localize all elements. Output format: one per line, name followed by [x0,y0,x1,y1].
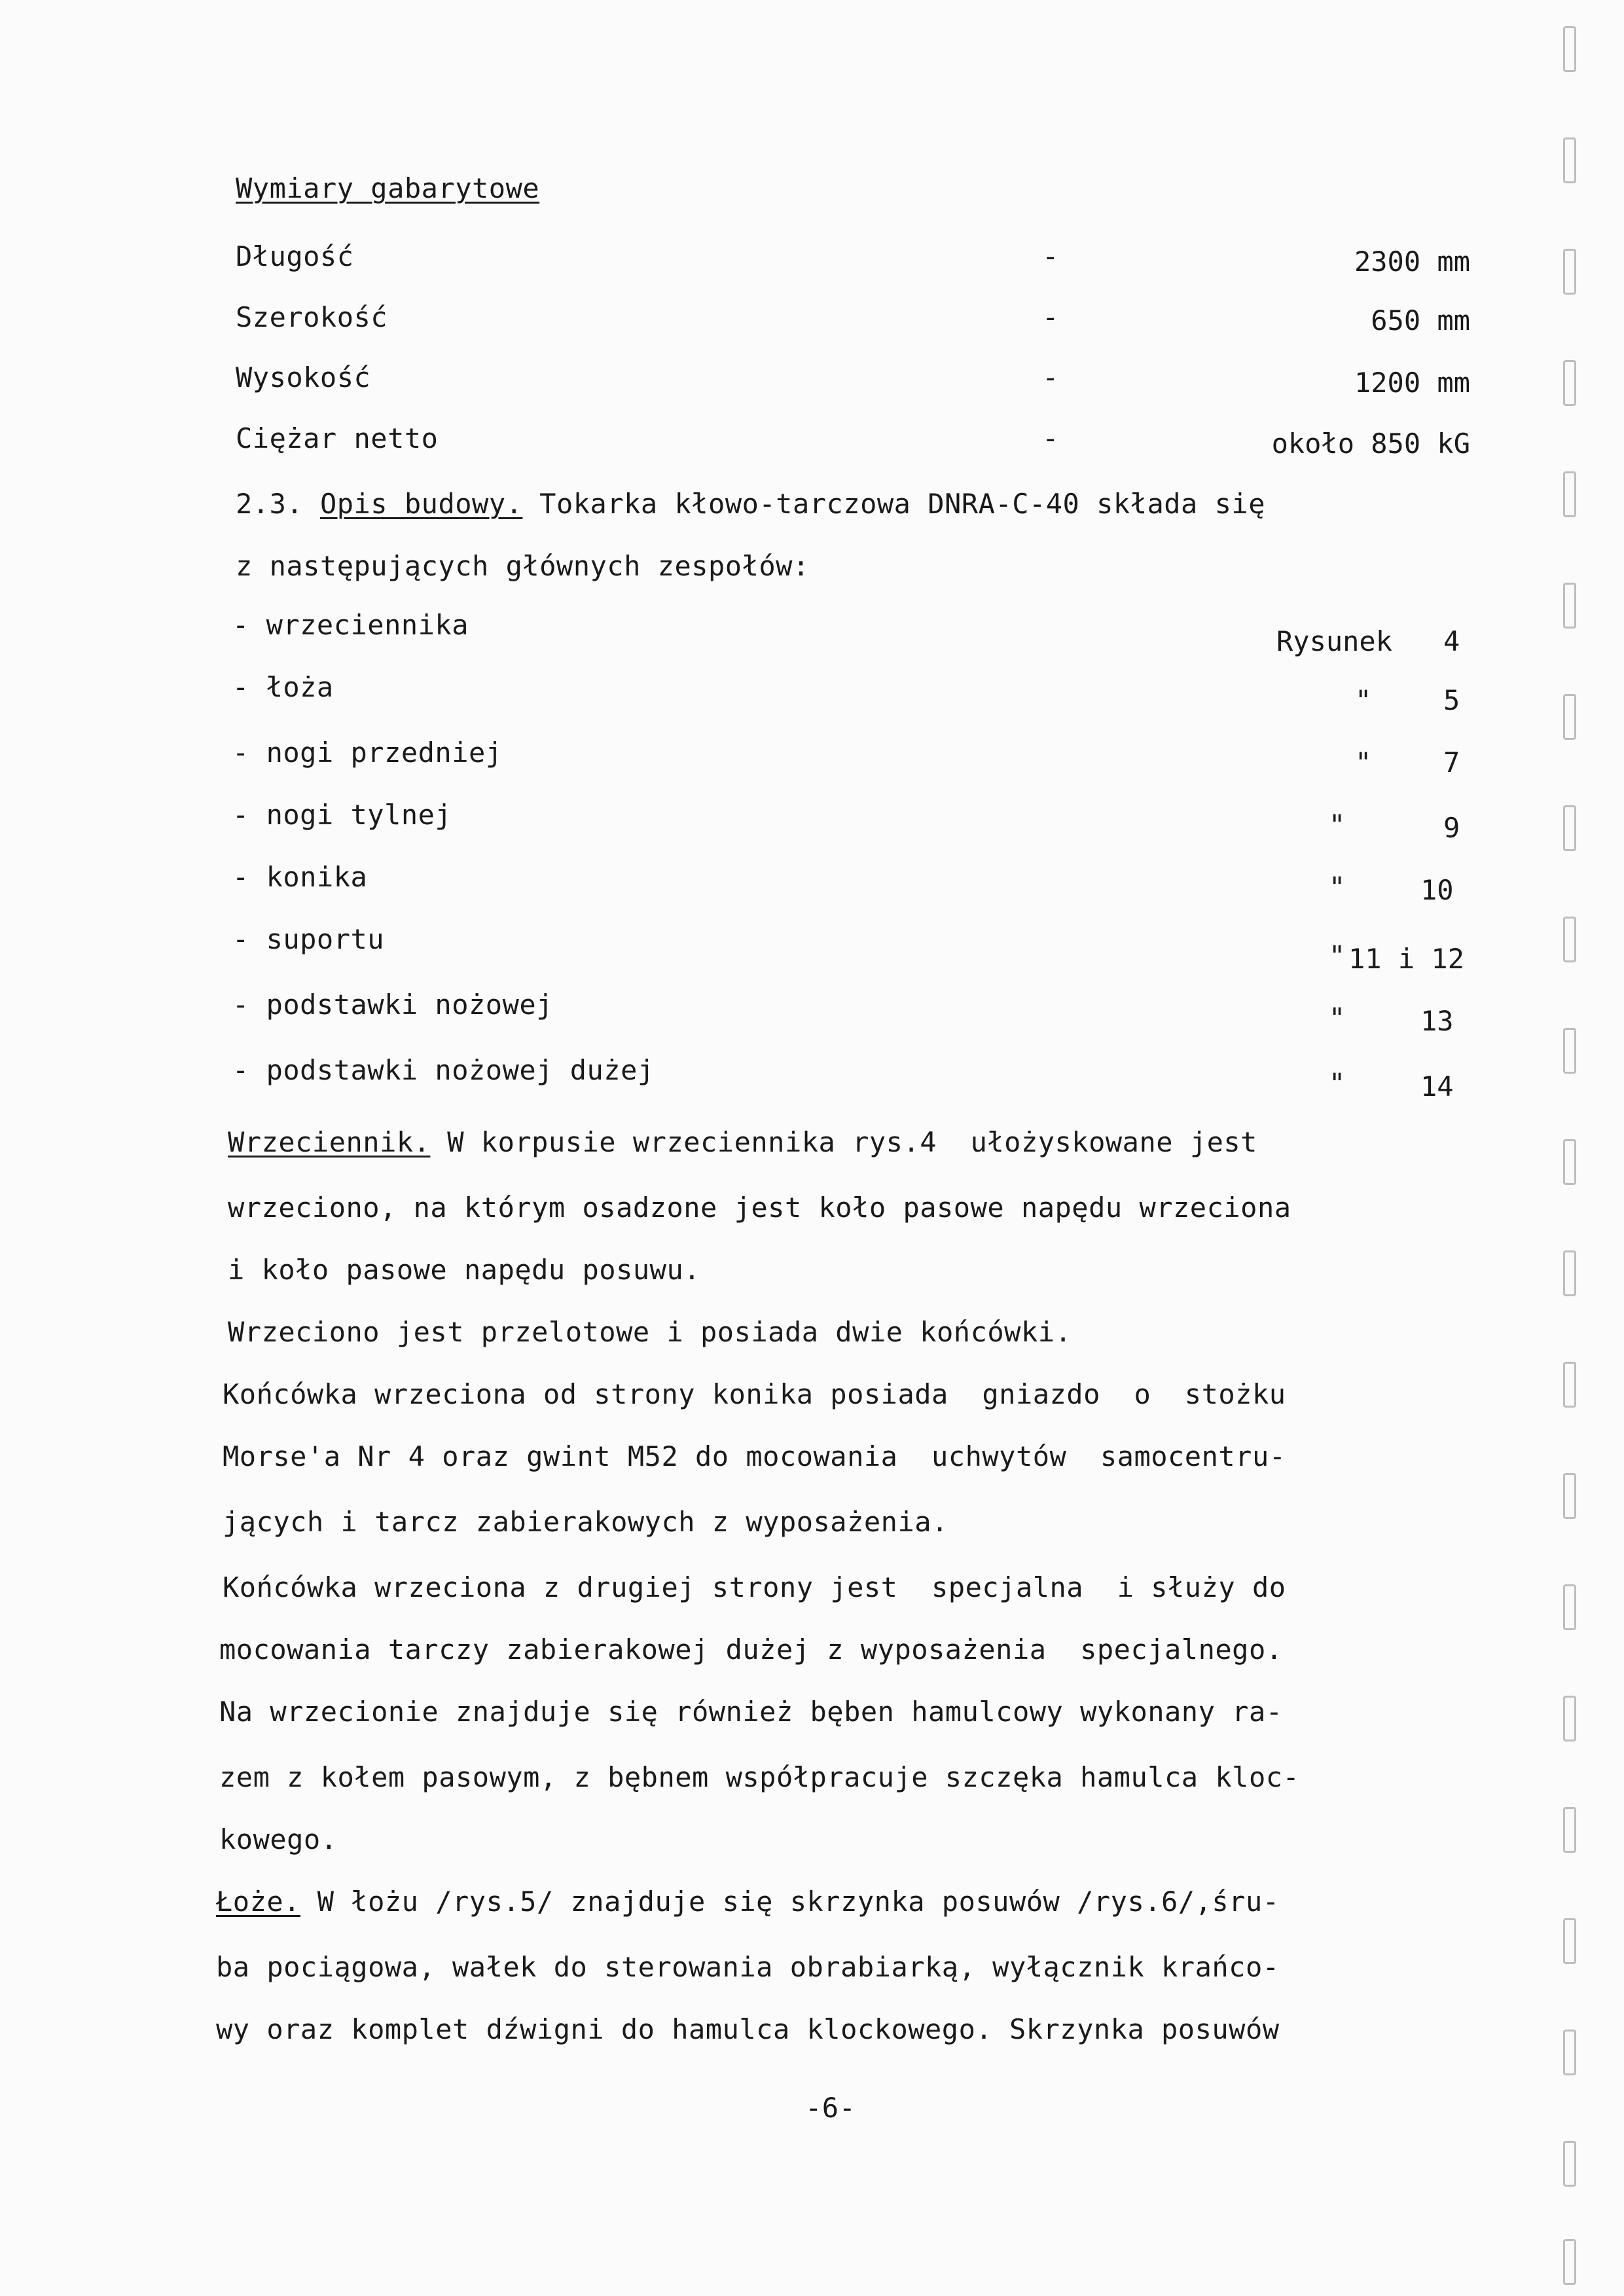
part-ref: " [1329,871,1346,903]
part-name: - nogi przedniej [232,737,503,769]
dimension-label: Wysokość [236,361,371,393]
part-ref: " [1355,746,1372,778]
part-name: - podstawki nożowej [232,989,553,1021]
binder-hole [1563,1250,1576,1296]
dimension-value: 2300 mm [1354,246,1470,278]
part-ref: " [1329,809,1346,841]
binder-hole [1563,360,1576,406]
part-number: 5 [1443,684,1460,716]
binder-hole [1563,1362,1576,1408]
paragraph-line: wy oraz komplet dźwigni do hamulca klockowego. Skrzynka posuwów [216,2013,1280,2045]
binder-hole [1563,2239,1576,2285]
dimension-label: Długość [236,240,354,272]
part-ref: " [1329,1067,1346,1099]
paragraph-line: Na wrzecionie znajduje się również bęben hamulcowy wykonany ra- [219,1696,1283,1728]
paragraph-title: Łoże. [216,1886,300,1918]
dimension-value: 650 mm [1371,304,1470,337]
dimension-value: 1200 mm [1354,367,1470,399]
section-title: Opis budowy. [319,488,523,520]
paragraph-line: Końcówka wrzeciona od strony konika posiada gniazdo o stożku [223,1378,1286,1410]
paragraph-title: Wrzeciennik. [228,1126,431,1158]
part-number: 7 [1443,746,1460,778]
dimension-label: Ciężar netto [236,422,439,454]
paragraph-line: ba pociągowa, wałek do sterowania obrabiarką, wyłącznik krańco- [216,1951,1280,1983]
binder-hole [1563,805,1576,851]
part-name: - wrzeciennika [232,609,469,641]
binder-hole [1563,1696,1576,1741]
part-number: 11 i 12 [1348,943,1465,975]
binder-hole [1563,26,1576,72]
paragraph-text: W korpusie wrzeciennika rys.4 ułożyskowane jest [430,1126,1257,1158]
dimension-separator: - [1042,240,1059,272]
section-heading: Wymiary gabarytowe [236,172,540,204]
dimension-value: około 850 kG [1271,428,1470,460]
part-number: 4 [1443,625,1460,657]
paragraph-line: wrzeciono, na którym osadzone jest koło pasowe napędu wrzeciona [228,1192,1291,1224]
binder-hole [1563,1473,1576,1519]
paragraph-line: i koło pasowe napędu posuwu. [228,1254,701,1286]
part-ref: " [1329,939,1346,972]
page-number: -6- [805,2092,856,2124]
paragraph-line [228,1123,1257,1162]
part-ref: " [1355,684,1372,716]
binder-hole [1563,249,1576,295]
binder-hole [1563,1807,1576,1853]
part-name: - konika [232,861,368,893]
section-intro-line: z następujących głównych zespołów: [236,550,810,582]
part-ref: " [1329,1002,1346,1034]
dimension-separator: - [1042,301,1059,333]
part-name: - nogi tylnej [232,799,452,831]
section-number: 2.3. [236,488,304,520]
paragraph-line: zem z kołem pasowym, z bębnem współpracuje szczęka hamulca kloc- [219,1761,1300,1793]
paragraph-line: Końcówka wrzeciona z drugiej strony jest specjalna i służy do [223,1571,1286,1603]
part-number: 9 [1443,812,1460,844]
part-number: 14 [1420,1070,1454,1102]
binder-hole [1563,1139,1576,1185]
dimension-separator: - [1042,361,1059,393]
part-name: - łoża [232,671,334,703]
paragraph-line: kowego. [219,1823,338,1855]
binder-hole [1563,917,1576,962]
dimension-separator: - [1042,422,1059,454]
paragraph-line [216,1882,1280,1922]
binder-hole [1563,1584,1576,1630]
dimension-label: Szerokość [236,301,388,333]
part-ref: Rysunek [1276,625,1393,657]
paragraph-text: W łożu /rys.5/ znajduje się skrzynka posuwów /rys.6/,śru- [300,1886,1280,1918]
binder-hole [1563,2141,1576,2187]
binder-hole [1563,137,1576,183]
section-text: Tokarka kłowo-tarczowa DNRA-C-40 składa się [522,488,1265,520]
binder-hole [1563,1918,1576,1964]
section-line [236,484,1265,524]
binder-hole [1563,694,1576,740]
paragraph-line: Wrzeciono jest przelotowe i posiada dwie końcówki. [228,1316,1072,1348]
paragraph-line: mocowania tarczy zabierakowej dużej z wyposażenia specjalnego. [219,1633,1283,1666]
paragraph-line: jących i tarcz zabierakowych z wyposażenia. [223,1506,948,1538]
binder-hole [1563,471,1576,517]
part-number: 13 [1420,1005,1454,1037]
paragraph-line: Morse'a Nr 4 oraz gwint M52 do mocowania uchwytów samocentru- [223,1440,1286,1472]
binder-hole [1563,2030,1576,2075]
part-name: - podstawki nożowej dużej [232,1054,655,1086]
binder-hole [1563,1028,1576,1074]
part-name: - suportu [232,923,385,955]
binder-hole [1563,583,1576,629]
part-number: 10 [1420,874,1454,906]
